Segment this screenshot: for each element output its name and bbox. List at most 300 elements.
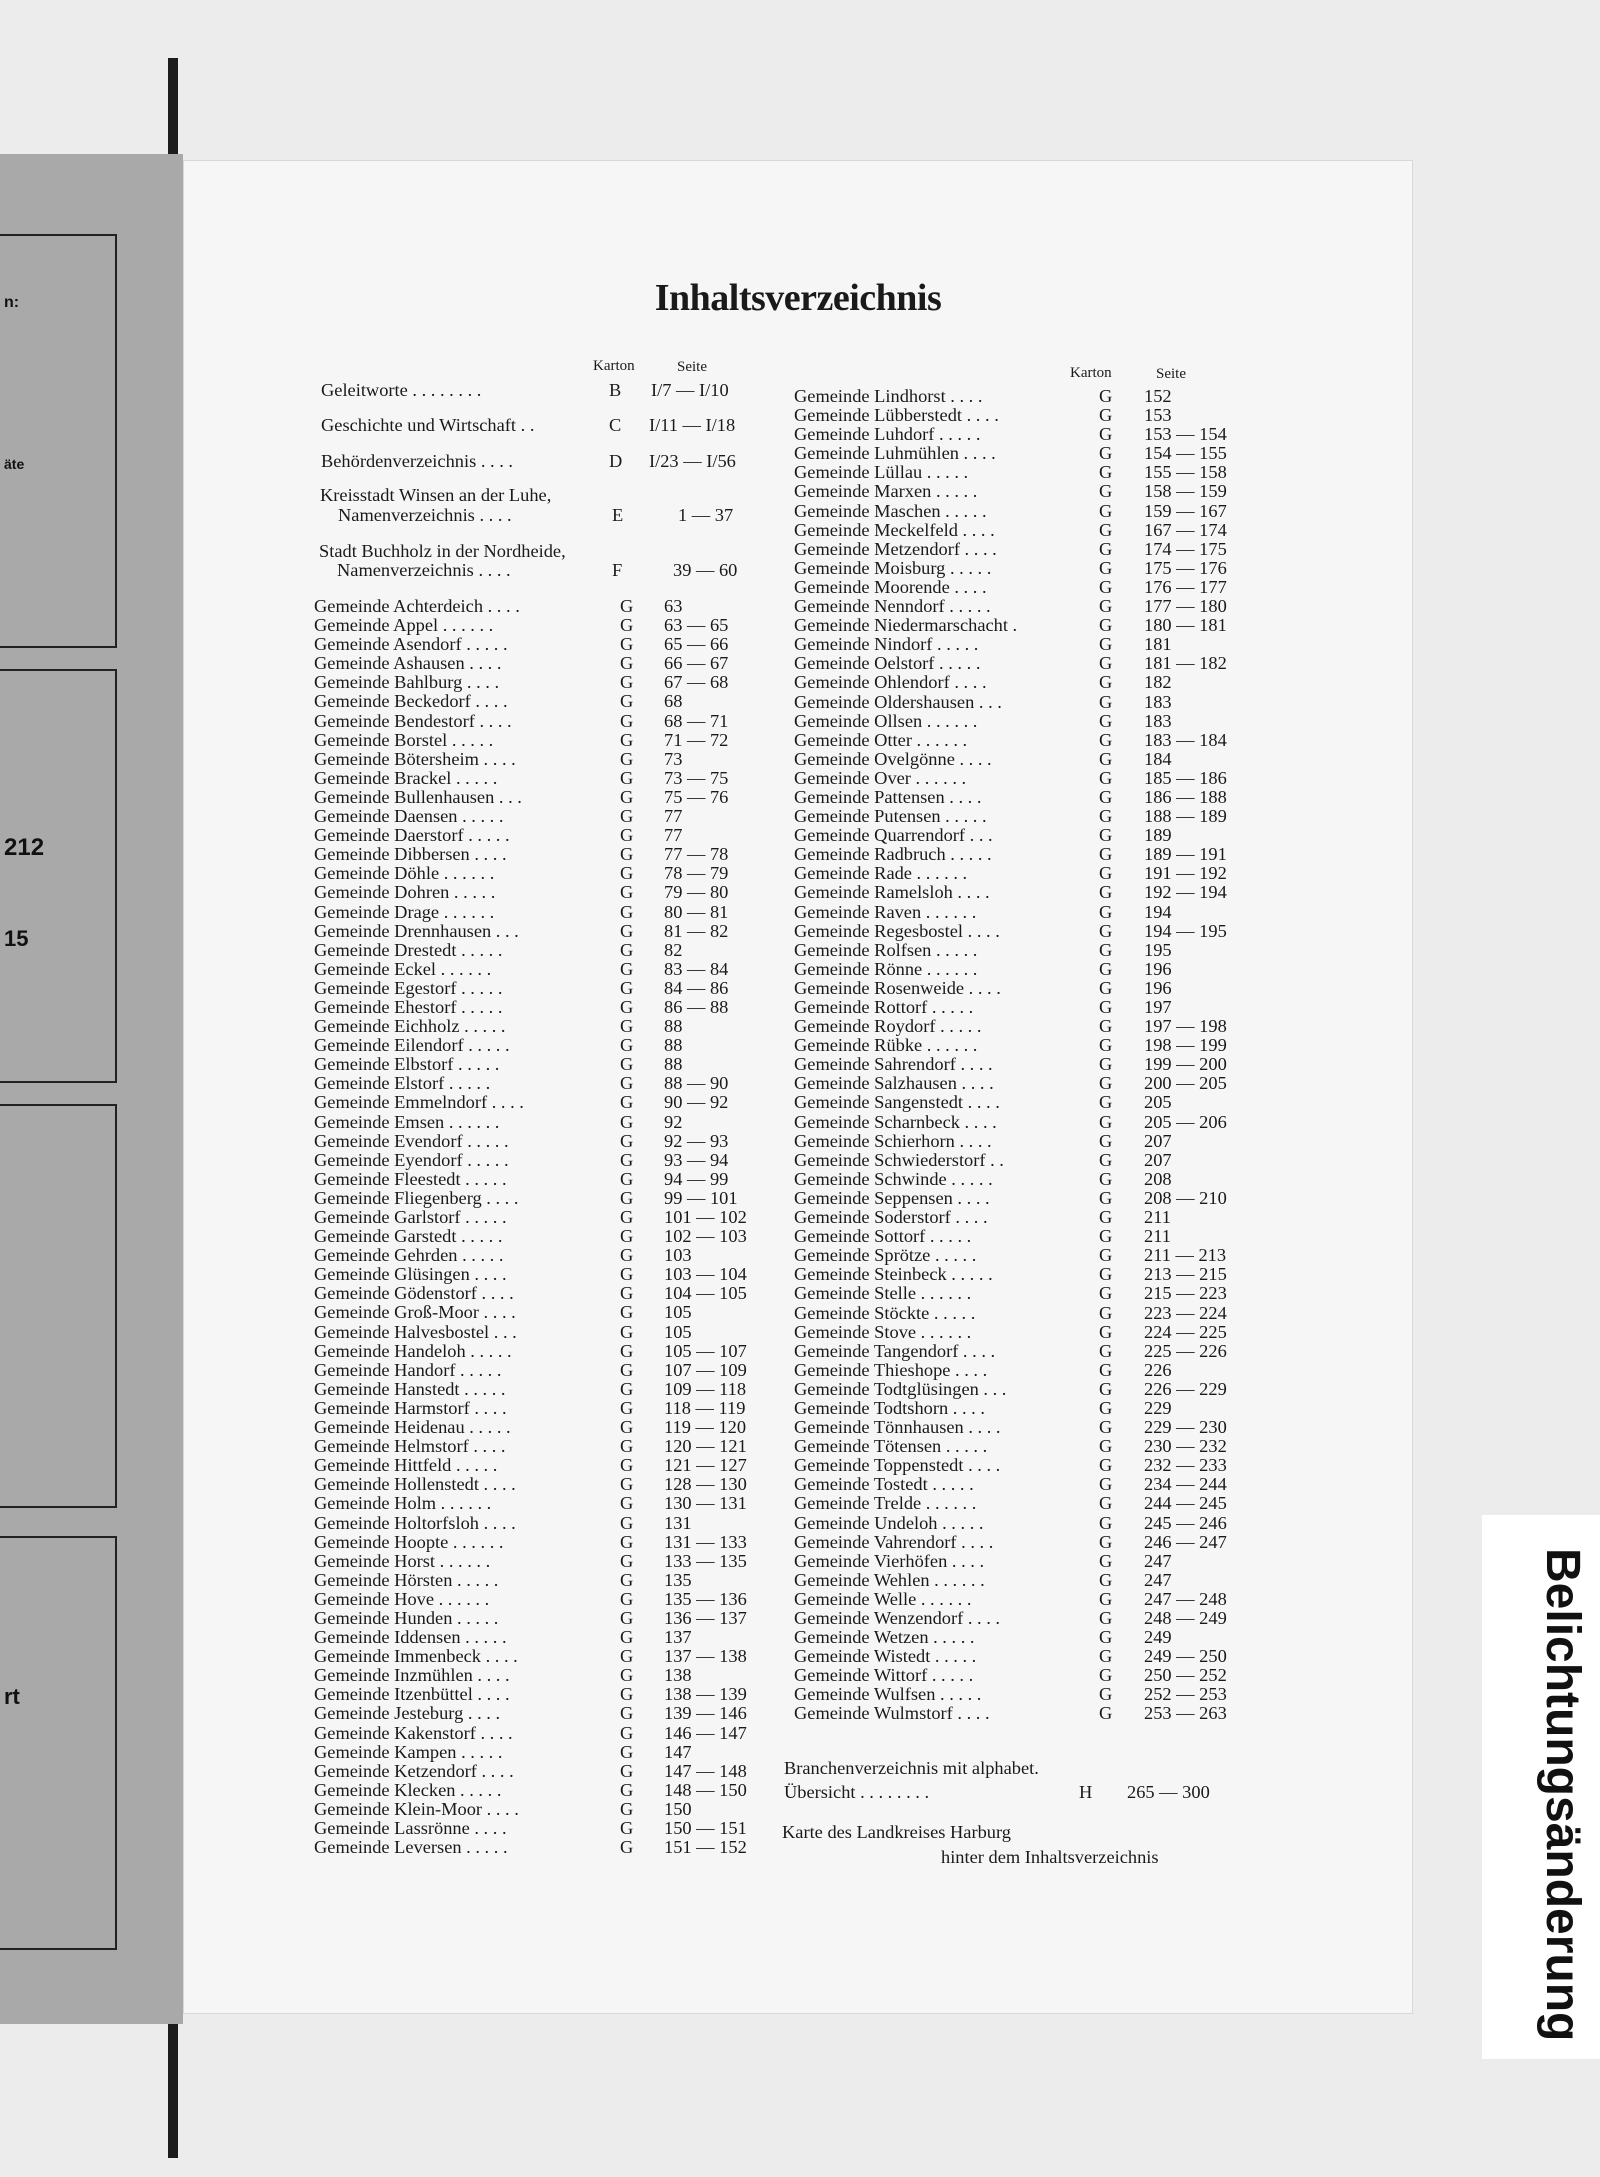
toc-entry: [794, 729, 1227, 750]
entry-seite: 153 — 154: [1144, 424, 1227, 445]
toc-entry: [319, 541, 566, 561]
entry-karton: G: [1099, 786, 1113, 807]
entry-label: Gemeinde Brackel . . . . .: [314, 767, 498, 788]
entry-label: Gemeinde Hörsten . . . . .: [314, 1569, 499, 1590]
entry-label: Gemeinde Todtshorn . . . .: [794, 1397, 985, 1418]
entry-karton: G: [1099, 1493, 1113, 1514]
entry-karton: G: [1099, 806, 1113, 827]
entry-karton: G: [620, 1092, 634, 1113]
toc-entry: [794, 1665, 1227, 1686]
toc-entry: [794, 673, 1224, 692]
toc-entry: [314, 1628, 734, 1647]
entry-karton: G: [1099, 500, 1113, 521]
entry-label: Gemeinde Rolfsen . . . . .: [794, 939, 978, 960]
entry-seite: 174 — 175: [1144, 538, 1227, 559]
entry-label: Gemeinde Appel . . . . . .: [314, 615, 494, 636]
toc-entry: [314, 1113, 734, 1132]
entry-karton: G: [1099, 1283, 1113, 1304]
entry-seite: 137: [664, 1627, 692, 1648]
entry-seite: 207: [1144, 1149, 1172, 1170]
page-title: Inhaltsverzeichnis: [654, 277, 942, 319]
toc-entry: [794, 998, 1224, 1017]
entry-seite: 248 — 249: [1144, 1608, 1227, 1628]
entry-seite: 185 — 186: [1144, 767, 1227, 788]
toc-entry: [314, 1207, 747, 1227]
toc-entry: [794, 576, 1227, 597]
entry-karton: G: [620, 1627, 634, 1648]
entry-label: Gemeinde Drestedt . . . . .: [314, 939, 503, 960]
entry-seite: 119 — 120: [664, 1417, 747, 1438]
entry-seite: 78 — 79: [664, 863, 729, 884]
entry-karton: G: [620, 901, 634, 922]
entry-karton: G: [620, 1455, 634, 1476]
toc-entry: [314, 883, 734, 902]
seite-header: Seite: [677, 359, 707, 375]
entry-seite: 196: [1144, 958, 1172, 979]
toc-entry: [794, 387, 1224, 406]
entry-label: hinter dem Inhaltsverzeichnis: [941, 1847, 1159, 1867]
entry-seite: 223 — 224: [1144, 1302, 1227, 1323]
toc-entry: [794, 406, 1224, 425]
entry-karton: G: [1099, 767, 1113, 788]
entry-seite: 139 — 146: [664, 1703, 747, 1724]
toc-entry: [314, 1779, 747, 1800]
entry-karton: G: [1099, 1588, 1113, 1609]
entry-karton: F: [612, 560, 623, 580]
entry-karton: G: [620, 1588, 634, 1609]
entry-label: Gemeinde Tönnhausen . . . .: [794, 1417, 1001, 1438]
toc-entry: [320, 485, 551, 505]
entry-label: Gemeinde Tötensen . . . . .: [794, 1436, 988, 1457]
entry-karton: G: [1099, 939, 1113, 960]
entry-seite: 130 — 131: [664, 1493, 747, 1514]
toc-entry: [314, 1283, 747, 1304]
entry-karton: G: [1099, 863, 1113, 884]
toc-entry: [794, 750, 1224, 769]
entry-karton: G: [1099, 729, 1113, 750]
entry-karton: G: [620, 596, 634, 616]
entry-karton: G: [1099, 1417, 1113, 1438]
entry-label: Gemeinde Lüllau . . . . .: [794, 462, 969, 483]
entry-seite: 167 — 174: [1144, 519, 1227, 540]
entry-label: Gemeinde Helmstorf . . . .: [314, 1436, 506, 1457]
entry-seite: 102 — 103: [664, 1226, 747, 1247]
toc-entry: [794, 1132, 1224, 1151]
entry-label: Gemeinde Vierhöfen . . . .: [794, 1550, 985, 1571]
entry-seite: 128 — 130: [664, 1474, 747, 1495]
toc-entry: [314, 1571, 734, 1590]
entry-seite: 191 — 192: [1144, 863, 1227, 884]
entry-label: Gemeinde Asendorf . . . . .: [314, 634, 508, 655]
entry-seite: 88: [664, 1054, 683, 1075]
entry-karton: G: [1099, 977, 1113, 998]
entry-karton: G: [1099, 576, 1113, 597]
entry-karton: G: [1099, 825, 1113, 846]
entry-seite: 194: [1144, 901, 1172, 922]
entry-label: Gemeinde Schierhorn . . . .: [794, 1130, 992, 1151]
entry-seite: 105 — 107: [664, 1340, 747, 1361]
entry-seite: 153: [1144, 405, 1172, 426]
entry-label: Gemeinde Fliegenberg . . . .: [314, 1187, 519, 1208]
entry-label: Gemeinde Schwiederstorf . .: [794, 1149, 1004, 1170]
toc-entry: [794, 920, 1227, 941]
entry-karton: G: [1099, 1073, 1113, 1094]
toc-entry: [314, 941, 734, 960]
toc-entry: [314, 1474, 747, 1495]
entry-label: Gemeinde Dohren . . . . .: [314, 882, 496, 903]
toc-entry: [794, 1646, 1227, 1667]
entry-karton: G: [1099, 1207, 1113, 1228]
toc-entry: [794, 1035, 1227, 1056]
adjacent-fragment: äte: [4, 456, 25, 472]
entry-label: Gemeinde Rade . . . . . .: [794, 863, 968, 884]
entry-seite: 82: [664, 939, 683, 960]
entry-label: Gemeinde Garstedt . . . . .: [314, 1226, 503, 1247]
entry-seite: 88 — 90: [664, 1073, 729, 1094]
toc-entry: [314, 1818, 747, 1838]
entry-label: Gemeinde Hanstedt . . . . .: [314, 1378, 506, 1399]
toc-entry: [314, 1607, 747, 1628]
entry-seite: 84 — 86: [664, 977, 729, 998]
entry-seite: 63 — 65: [664, 615, 729, 636]
entry-label: Gemeinde Marxen . . . . .: [794, 481, 978, 502]
entry-seite: 192 — 194: [1144, 882, 1227, 903]
document-page: [183, 160, 1413, 2014]
entry-label: Gemeinde Horst . . . . . .: [314, 1550, 491, 1571]
entry-seite: 138 — 139: [664, 1684, 747, 1705]
seite-header: Seite: [1156, 366, 1186, 382]
entry-karton: G: [1099, 1092, 1113, 1113]
stamp-label: Belichtungsänderung: [1536, 1548, 1589, 2042]
entry-karton: C: [609, 415, 622, 435]
entry-seite: 83 — 84: [664, 958, 729, 979]
entry-seite: 155 — 158: [1144, 462, 1227, 483]
entry-seite: 213 — 215: [1144, 1264, 1227, 1285]
entry-label: Gemeinde Rübke . . . . . .: [794, 1035, 978, 1056]
toc-entry: [794, 712, 1224, 731]
entry-karton: G: [620, 863, 634, 884]
entry-label: Gemeinde Döhle . . . . . .: [314, 863, 495, 884]
entry-karton: G: [620, 806, 634, 827]
entry-label: Gemeinde Roydorf . . . . .: [794, 1016, 982, 1037]
entry-seite: 205 — 206: [1144, 1111, 1227, 1132]
entry-seite: 77: [664, 806, 683, 827]
toc-entry: [794, 863, 1227, 884]
entry-label: Gemeinde Nindorf . . . . .: [794, 634, 979, 655]
entry-seite: 135 — 136: [664, 1588, 747, 1609]
toc-entry: [314, 769, 734, 788]
adjacent-fragment: rt: [4, 1684, 20, 1709]
branchen-entry: [784, 1758, 1039, 1778]
toc-entry: [794, 1054, 1227, 1075]
toc-entry: [794, 1093, 1224, 1112]
entry-seite: 199 — 200: [1144, 1054, 1227, 1075]
entry-karton: G: [620, 1569, 634, 1590]
entry-karton: G: [620, 1760, 634, 1781]
entry-karton: G: [620, 1722, 634, 1743]
entry-label: Gemeinde Over . . . . . .: [794, 767, 967, 788]
entry-karton: G: [620, 729, 634, 750]
entry-karton: H: [1079, 1782, 1093, 1802]
toc-entry: [314, 1017, 734, 1036]
entry-label: Gemeinde Otter . . . . . .: [794, 729, 968, 750]
entry-seite: 229 — 230: [1144, 1417, 1227, 1438]
entry-karton: G: [620, 977, 634, 998]
toc-entry: [314, 1436, 747, 1457]
entry-karton: G: [620, 1397, 634, 1418]
entry-seite: 77 — 78: [664, 844, 729, 865]
entry-karton: G: [1099, 596, 1113, 617]
entry-karton: D: [609, 451, 623, 471]
entry-label: Gemeinde Iddensen . . . . .: [314, 1627, 507, 1648]
entry-karton: G: [1099, 748, 1113, 769]
toc-entry: [794, 1321, 1227, 1342]
toc-entry: [314, 673, 734, 692]
entry-seite: 65 — 66: [664, 634, 729, 655]
entry-karton: G: [620, 1607, 634, 1628]
toc-entry: [794, 1399, 1224, 1418]
entry-karton: G: [1099, 1264, 1113, 1285]
entry-label: Namenverzeichnis . . . .: [337, 560, 511, 580]
entry-label: Gemeinde Raven . . . . . .: [794, 901, 977, 922]
entry-label: Gemeinde Moisburg . . . . .: [794, 557, 992, 578]
entry-label: Gemeinde Sangenstedt . . . .: [794, 1092, 1000, 1113]
entry-label: Gemeinde Glüsingen . . . .: [314, 1264, 507, 1285]
toc-entry: [794, 693, 1224, 712]
entry-karton: G: [1099, 1531, 1113, 1552]
entry-label: Gemeinde Emmelndorf . . . .: [314, 1092, 524, 1113]
toc-entry: [314, 1684, 747, 1705]
entry-karton: G: [1099, 1111, 1113, 1132]
entry-karton: G: [1099, 1703, 1113, 1724]
toc-entry: [314, 1743, 734, 1762]
entry-karton: G: [1099, 1569, 1113, 1590]
entry-label: Gemeinde Achterdeich . . . .: [314, 596, 520, 616]
toc-entry: [314, 731, 734, 750]
entry-seite: 67 — 68: [664, 672, 729, 693]
toc-entry: [314, 960, 734, 979]
entry-karton: G: [620, 1130, 634, 1151]
entry-karton: G: [1099, 424, 1113, 445]
toc-entry: [321, 451, 736, 471]
entry-seite: 107 — 109: [664, 1359, 747, 1380]
entry-karton: G: [1099, 405, 1113, 426]
toc-entry: [314, 1646, 747, 1667]
entry-seite: 249: [1144, 1627, 1172, 1648]
entry-seite: 226 — 229: [1144, 1378, 1227, 1399]
entry-label: Gemeinde Toppenstedt . . . .: [794, 1455, 1001, 1476]
entry-karton: G: [1099, 1608, 1113, 1628]
entry-label: Gemeinde Sprötze . . . . .: [794, 1245, 977, 1266]
entry-karton: G: [1099, 1168, 1113, 1189]
toc-entry: [794, 519, 1227, 540]
entry-karton: G: [620, 939, 634, 960]
entry-label: Gemeinde Handeloh . . . . .: [314, 1340, 512, 1361]
toc-entry: [794, 1474, 1227, 1495]
entry-seite: 137 — 138: [664, 1646, 747, 1667]
entry-karton: G: [620, 1493, 634, 1514]
entry-label: Gemeinde Hoopte . . . . . .: [314, 1531, 504, 1552]
entry-karton: G: [620, 1550, 634, 1571]
toc-entry: [794, 1552, 1224, 1571]
entry-seite: 200 — 205: [1144, 1073, 1227, 1094]
entry-label: Gemeinde Regesbostel . . . .: [794, 920, 1000, 941]
entry-seite: 150 — 151: [664, 1818, 747, 1838]
entry-karton: G: [620, 1340, 634, 1361]
entry-label: Gemeinde Tostedt . . . . .: [794, 1474, 974, 1495]
entry-label: Gemeinde Kakenstorf . . . .: [314, 1722, 513, 1743]
toc-entry: [314, 1397, 746, 1418]
entry-karton: G: [620, 1684, 634, 1705]
entry-karton: G: [620, 653, 634, 674]
entry-label: Gemeinde Fleestedt . . . . .: [314, 1168, 507, 1189]
entry-label: Gemeinde Rottorf . . . . .: [794, 997, 974, 1017]
entry-label: Gemeinde Daensen . . . . .: [314, 806, 504, 827]
entry-karton: G: [1099, 615, 1113, 636]
entry-label: Gemeinde Gehrden . . . . .: [314, 1245, 504, 1266]
entry-karton: G: [620, 1741, 634, 1762]
entry-karton: G: [620, 1016, 634, 1037]
entry-karton: G: [620, 1054, 634, 1075]
entry-seite: 208: [1144, 1168, 1172, 1189]
toc-entry: [794, 443, 1227, 464]
toc-entry: [794, 1073, 1227, 1094]
entry-seite: 234 — 244: [1144, 1474, 1227, 1495]
toc-entry: [314, 1055, 734, 1074]
entry-label: Gemeinde Thieshope . . . .: [794, 1359, 988, 1380]
entry-seite: 184: [1144, 748, 1172, 769]
entry-label: Gemeinde Luhdorf . . . . .: [794, 424, 981, 445]
entry-seite: 105: [664, 1321, 692, 1342]
entry-karton: G: [620, 710, 634, 731]
toc-entry: [794, 596, 1227, 617]
toc-entry: [314, 1760, 747, 1781]
toc-entry: [794, 1588, 1227, 1609]
toc-entry: [314, 998, 734, 1017]
entry-seite: 197 — 198: [1144, 1016, 1227, 1037]
entry-seite: 88: [664, 1035, 683, 1056]
entry-karton: G: [620, 1187, 634, 1208]
entry-karton: G: [620, 958, 634, 979]
entry-label: Gemeinde Immenbeck . . . .: [314, 1646, 518, 1667]
entry-seite: 196: [1144, 977, 1172, 998]
entry-label: Gemeinde Bahlburg . . . .: [314, 672, 500, 693]
entry-label: Gemeinde Daerstorf . . . . .: [314, 825, 510, 846]
entry-karton: G: [620, 1531, 634, 1552]
entry-label: Gemeinde Beckedorf . . . .: [314, 691, 508, 712]
entry-label: Gemeinde Dibbersen . . . .: [314, 844, 507, 865]
karte-entry: [782, 1822, 1011, 1842]
entry-karton: G: [620, 1283, 634, 1304]
entry-karton: E: [612, 505, 624, 525]
entry-seite: 225 — 226: [1144, 1340, 1227, 1361]
toc-entry: [314, 654, 734, 673]
entry-label: Gemeinde Gödenstorf . . . .: [314, 1283, 514, 1304]
entry-karton: G: [620, 1264, 634, 1285]
toc-entry: [794, 1170, 1224, 1189]
entry-seite: 186 — 188: [1144, 786, 1227, 807]
toc-entry: [794, 844, 1227, 865]
entry-seite: 249 — 250: [1144, 1646, 1227, 1667]
karte-entry: [941, 1847, 1159, 1867]
entry-karton: G: [620, 1512, 634, 1533]
toc-entry: [794, 786, 1227, 807]
entry-seite: I/23 — I/56: [649, 451, 736, 471]
entry-seite: 118 — 119: [664, 1397, 746, 1418]
entry-seite: 75 — 76: [664, 786, 729, 807]
toc-entry: [794, 767, 1227, 788]
entry-label: Gemeinde Ovelgönne . . . .: [794, 748, 992, 769]
entry-karton: G: [620, 1665, 634, 1686]
toc-entry: [794, 1111, 1227, 1132]
entry-label: Gemeinde Hove . . . . . .: [314, 1588, 490, 1609]
entry-label: Gemeinde Ramelsloh . . . .: [794, 882, 990, 903]
entry-label: Gemeinde Lübberstedt . . . .: [794, 405, 999, 426]
toc-entry: [314, 1588, 747, 1609]
entry-seite: 121 — 127: [664, 1455, 747, 1476]
entry-label: Gemeinde Jesteburg . . . .: [314, 1703, 501, 1724]
adjacent-fragment: n:: [4, 294, 20, 311]
toc-entry: [794, 1283, 1227, 1304]
entry-karton: G: [620, 1226, 634, 1247]
entry-karton: G: [1099, 462, 1113, 483]
entry-seite: 205: [1144, 1092, 1172, 1113]
entry-seite: 105: [664, 1302, 692, 1323]
toc-entry: [314, 1837, 747, 1858]
toc-entry: [794, 941, 1224, 960]
entry-seite: 207: [1144, 1130, 1172, 1151]
entry-seite: 152: [1144, 386, 1172, 406]
toc-entry: [314, 979, 734, 998]
toc-entry: [314, 1455, 747, 1476]
entry-label: Gemeinde Ketzendorf . . . .: [314, 1760, 514, 1781]
entry-karton: G: [620, 996, 634, 1017]
karton-header: Karton: [593, 358, 635, 374]
toc-entry: [314, 1074, 734, 1093]
entry-label: Gemeinde Wetzen . . . . .: [794, 1627, 975, 1648]
entry-label: Gemeinde Elstorf . . . . .: [314, 1073, 491, 1094]
toc-entry: [314, 788, 734, 807]
entry-seite: 195: [1144, 939, 1172, 960]
entry-label: Gemeinde Wulmstorf . . . .: [794, 1703, 990, 1724]
entry-label: Gemeinde Hittfeld . . . . .: [314, 1455, 498, 1476]
entry-seite: 86 — 88: [664, 996, 729, 1017]
toc-entry: [794, 1493, 1227, 1514]
entry-karton: G: [1099, 958, 1113, 979]
toc-entry: [794, 1684, 1227, 1705]
entry-label: Gemeinde Soderstorf . . . .: [794, 1207, 988, 1228]
stamp-label-wrap: [1490, 1548, 1589, 2042]
entry-karton: G: [620, 1818, 634, 1838]
entry-seite: 93 — 94: [664, 1149, 729, 1170]
entry-karton: G: [620, 1035, 634, 1056]
entry-karton: G: [1099, 1665, 1113, 1686]
toc-entry: [794, 903, 1224, 922]
entry-label: Gemeinde Stove . . . . . .: [794, 1321, 972, 1342]
entry-karton: G: [1099, 1455, 1113, 1476]
entry-karton: G: [620, 634, 634, 655]
toc-entry: [794, 462, 1227, 483]
toc-entry: [314, 635, 734, 654]
adjacent-box: [0, 1104, 117, 1508]
entry-label: Gemeinde Eckel . . . . . .: [314, 958, 492, 979]
toc-entry: [321, 415, 736, 435]
adjacent-page: [0, 154, 183, 2024]
toc-entry: [794, 1531, 1227, 1552]
entry-seite: 175 — 176: [1144, 557, 1227, 578]
toc-entry: [314, 1800, 734, 1819]
toc-entry: [314, 1187, 738, 1208]
